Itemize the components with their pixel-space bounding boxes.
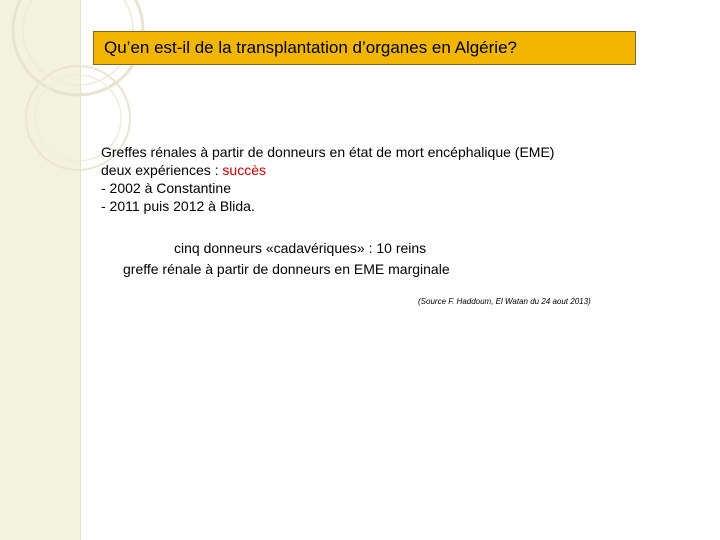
body-line-2-prefix: deux expériences :: [101, 162, 223, 178]
slide-title: [93, 31, 636, 65]
body-line-5: cinq donneurs «cadavériques» : 10 reins: [174, 240, 427, 256]
slide-title-text: Qu’en est-il de la transplantation d’organes en Algérie?: [104, 38, 517, 57]
body-line-2: [101, 161, 554, 179]
slide-body: [101, 143, 554, 215]
body-line-1: Greffes rénales à partir de donneurs en état de mort encéphalique (EME): [101, 144, 555, 160]
body-line-6: greffe rénale à partir de donneurs en EME marginale: [123, 261, 450, 277]
source-citation: (Source F. Haddoum, El Watan du 24 aout 2013): [418, 297, 591, 306]
success-highlight: succès: [222, 162, 266, 178]
body-line-3: - 2002 à Constantine: [101, 180, 231, 196]
body-line-4: - 2011 puis 2012 à Blida.: [101, 198, 255, 214]
decorative-side-band: [0, 0, 81, 540]
